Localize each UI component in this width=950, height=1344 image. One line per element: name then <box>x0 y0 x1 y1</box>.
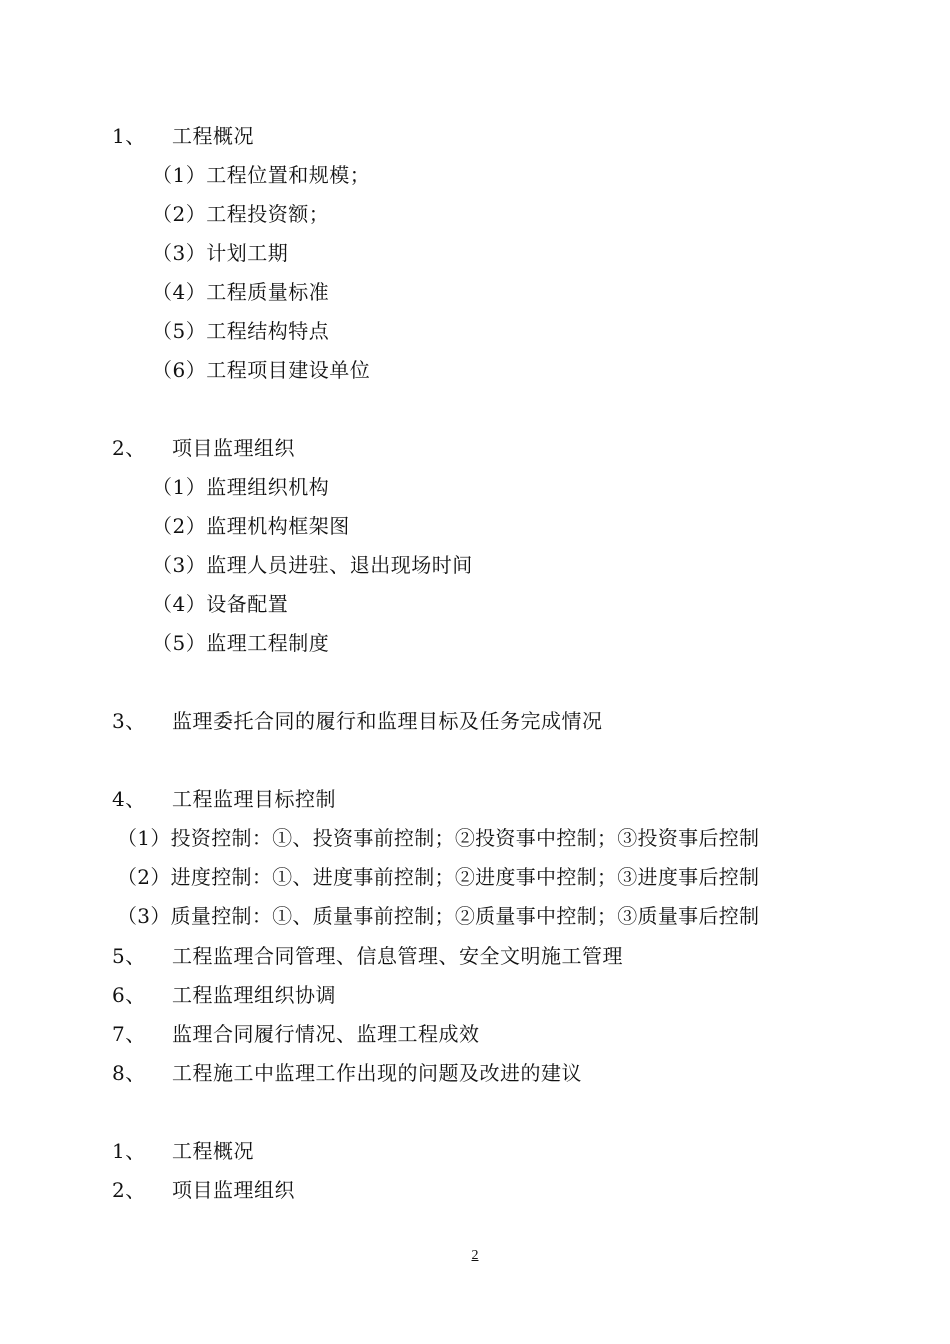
list-item: （2）进度控制：①、进度事前控制；②进度事中控制；③进度事后控制 <box>117 865 760 889</box>
section-title: 工程监理目标控制 <box>172 787 336 811</box>
section-title: 工程概况 <box>172 1139 254 1163</box>
section-number: 5、 <box>112 944 146 968</box>
section-title: 工程监理组织协调 <box>172 983 336 1007</box>
section-number: 7、 <box>112 1022 146 1046</box>
list-item: （4）设备配置 <box>152 592 289 616</box>
section-number: 2、 <box>112 1178 146 1202</box>
section-number: 4、 <box>112 787 146 811</box>
list-item: （1）监理组织机构 <box>152 475 330 499</box>
list-item: （1）投资控制：①、投资事前控制；②投资事中控制；③投资事后控制 <box>117 826 760 850</box>
list-item: （3）计划工期 <box>152 241 289 265</box>
list-item: （5）工程结构特点 <box>152 319 330 343</box>
list-item: （4）工程质量标准 <box>152 280 330 304</box>
section-title: 监理合同履行情况、监理工程成效 <box>172 1022 480 1046</box>
section-title: 工程监理合同管理、信息管理、安全文明施工管理 <box>172 944 623 968</box>
list-item: （1）工程位置和规模； <box>152 163 371 187</box>
list-item: （2）监理机构框架图 <box>152 514 350 538</box>
list-item: （5）监理工程制度 <box>152 631 330 655</box>
list-item: （2）工程投资额； <box>152 202 330 226</box>
section-number: 2、 <box>112 436 146 460</box>
list-item: （3）质量控制：①、质量事前控制；②质量事中控制；③质量事后控制 <box>117 904 760 928</box>
section-number: 8、 <box>112 1061 146 1085</box>
section-title: 项目监理组织 <box>172 436 295 460</box>
section-number: 6、 <box>112 983 146 1007</box>
section-title: 监理委托合同的履行和监理目标及任务完成情况 <box>172 709 603 733</box>
section-title: 工程施工中监理工作出现的问题及改进的建议 <box>172 1061 582 1085</box>
section-number: 3、 <box>112 709 146 733</box>
list-item: （3）监理人员进驻、退出现场时间 <box>152 553 473 577</box>
section-number: 1、 <box>112 124 146 148</box>
list-item: （6）工程项目建设单位 <box>152 358 371 382</box>
section-title: 工程概况 <box>172 124 254 148</box>
page-number: 2 <box>471 1248 479 1263</box>
section-title: 项目监理组织 <box>172 1178 295 1202</box>
section-number: 1、 <box>112 1139 146 1163</box>
